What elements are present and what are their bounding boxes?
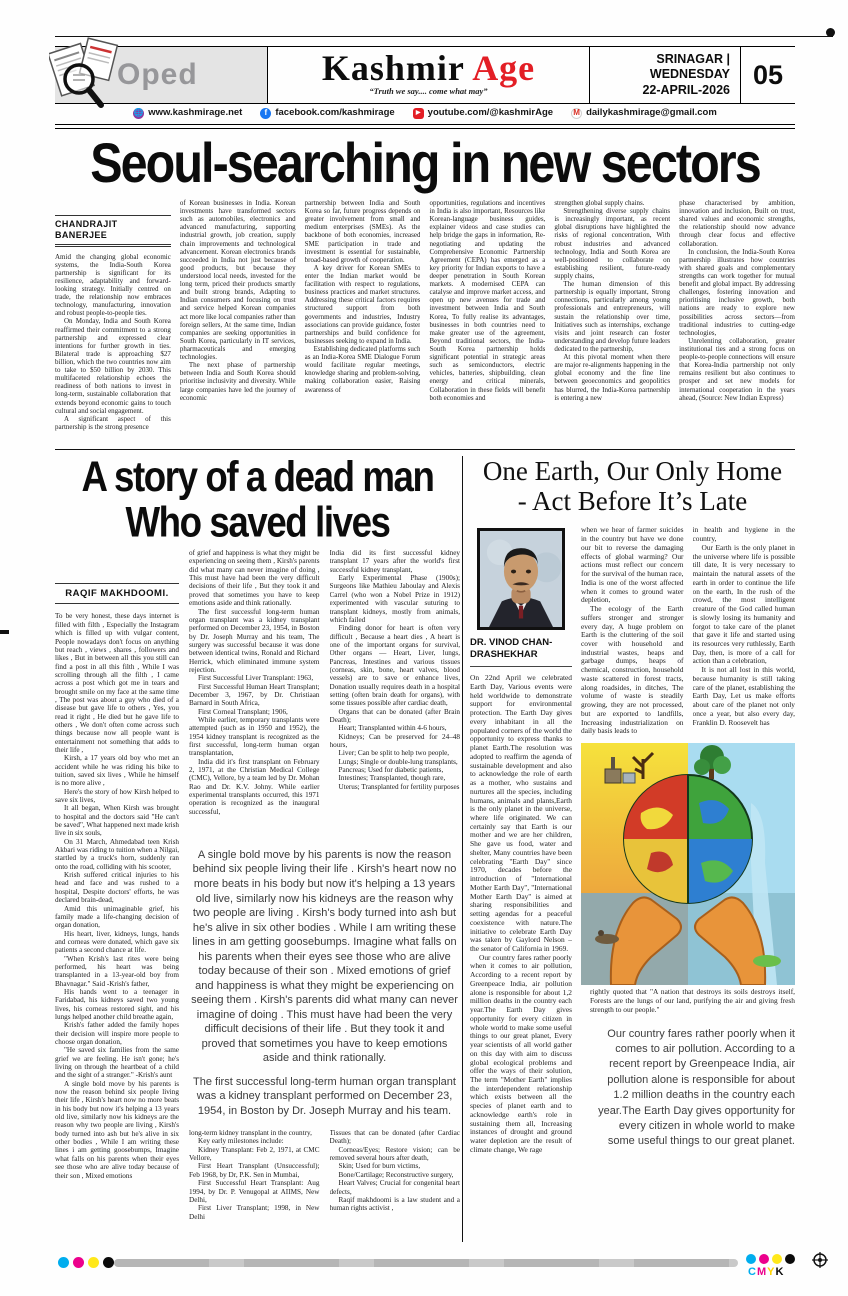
masthead-title-red: Age [472, 48, 536, 88]
section-divider [55, 449, 795, 450]
author-portrait-photo [477, 528, 565, 630]
masthead-title-black: Kashmir [321, 48, 465, 88]
earth-top-row [581, 526, 795, 740]
photo-caption: DR. VINOD CHAN-DRASHEKHAR [470, 635, 572, 667]
yellow-dot [772, 1254, 782, 1264]
page-number: 05 [740, 47, 795, 103]
earth-column-3-top: in health and hygiene in the country, Our Earth is the only planet in the universe where life is possible till date, It is very necessary to maintain the natural assets of the earth in order to continue the life on the earth, In the rush of the crowd, the most intelligent creature of the God called human is slowly losing its humanity and forgot to take care of the planet that gave it life and started using its resources very ruthlessly, Earth Day, then, is more of a call for action than a celebration, It is not all lost in this world, because humanity is still taking care of the planet, establishing the Earth Day, Let us make efforts about care of the planet not only once a year, but also every day, Franklin D. Roosevelt has [692, 526, 795, 727]
header-divider [55, 124, 795, 129]
earth-pull-quote: Our country fares rather poorly when it comes to air pollution. According to a recent report by Greenpeace India, air pollution alone is responsible for about 1.2 million deaths in the country each year.The Earth Day gives opportunity for every citizen in whole world to make some useful things to our great planet. [598, 1027, 795, 1148]
earth-body [470, 526, 795, 1254]
masthead-tagline: “Truth we say.... come what may” [369, 86, 488, 96]
contact-email [571, 108, 717, 119]
earth-headline [470, 456, 795, 516]
article-vertical-divider [462, 456, 463, 1242]
earth-column-1-text: On 22nd April we celebrated Earth Day, Various events were held worldwide to demonstrate support for environmental protection. The Earth Day gives every inhabitant in all the populated corners of the world the opportunity to express thanks to planet Earth.The resolution was adopted to reaffirm the agenda of sustainable development and also to acknowledge the role of earth as a mother, who sustains and nurtures all the species, including humans, animals and plants,Earth is the only planet in the universe, where life originated. We can certainly say that Earth is our mother and we are her children, She gave us food, water and shelter, Many countries have been celebrating "Earth Day" since 1970, decades before the introduction of "International Mother Earth Day", "International Mother Earth Day" is aimed at sharing responsibilities and setting agendas for a peaceful coexistence with nature.The initiative to celebrate Earth Day was taken by Gaylord Nelson – the senator of California in 1969. Our country fares rather poorly when it comes to air pollution, According to a recent report by Greenpeace India, air pollution alone is responsible for about 1,2 million deaths in the country each year.The Earth Day gives opportunity for every citizen in whole world to make some useful things to our great planet, Every year scientists of all world gather on this day with aim to discuss global ecological problems and offer the ways of their solution, The term "Mother Earth" implies the interdependent relationship which exists between all the species of planet earth and to acknowledge earth's role in sustaining them all, Increasing instances of drought and ground water depletion are the result of climate change, We rage [470, 674, 572, 1154]
newspaper-collage-logo [49, 35, 127, 113]
deadman-column-1-text: To be very honest, these days internet is filled with filth , Especially the Instagram which is filled up with vulgar content, People nowadays don't focus on anything but reach , views , shares , followers and likes , But in between all this you still can find a post in all this filth , While I was scrolling through all the filth , I came across a post which got me in tears and brought smile on my face at the same time , The post was about a guy who died of a disease but gave life to others , Yes, you read it right , He died but he gave life to others , We don't often come across such things because now all people want is entertainment not something that adds to their life , Kirsh, a 17 years old boy who met an accident while he was riding his bike to tuition, saved six lives , While he himself is no more alive , Here's the story of how Kirsh helped to save six lives, It all began, When Kirsh was brought to hospital and the doctors said "He can't be saved", What happened next made krish live in six souls, On 31 March, Ahmedabad teen Krish Akbari was riding to tuition when a Nilgai, startled by a truck's horn, suddenly ran onto the road, colliding with his scooter, Krish suffered critical injuries to his head and face and was rushed to a hospital, Despite doctors' efforts, he was declared brain-dead, Amid this unimaginable grief, his family made a life-changing decision of organ donation, His heart, liver, kidneys, lungs, hands and corneas were donated, which gave six patients a second chance at life. "When Krish's last rites were being performed, his heart was being transplanted in a 13-year-old boy from Bhavnagar." Said -Krish's father, His hands went to a teenager in Faridabad, his kidneys saved two young lives, his corneas restored sight, and his lungs helped another child breathe again, Krish's father added the family hopes their decision will inspire more people to choose organ donation, "He saved six families from the same grief we are feeling. He isn't gone; he's living on through the heartbeat of a child and the sight of a stranger." -Krish's aunt A single bold move by his parents is now the reason behind six people living their life , Kirsh's heart now no more beats in his body but now it's helping a 13 years old live, similarly now his kidneys are the reason why two people are living , Kirsh's body turned into ash but he's alive in six other bodies , While I am writing these lines i am getting goosebumps, Imagine what falls on his parents when their eyes see those who are alive today because of their son , Mixed emotions [55, 612, 179, 1180]
seoul-column-3: partnership between India and South Korea so far, future progress depends on greater involvement from small and medium enterprises (SMEs). As the backbone of both economies, increased SME participation in trade and investment is essential for sustainable, broad-based growth of cooperation. A key driver for Korean SMEs to enter the Indian market would be facilitation with respect to regulations, business practices and market structures. Addressing these critical factors requires structured support from both governments and industries, Industry associations can provide guidance, foster partnerships and build confidence for businesses seeking to expand in India. Establishing dedicated platforms such as an India-Korea SME Dialogue Forum would facilitate regular meetings, knowledge sharing and problem-solving, making collaboration easier, Raising awareness of [304, 199, 421, 394]
earth-headline-line1: One Earth, Our Only Home [482, 456, 783, 486]
cyan-dot [746, 1254, 756, 1264]
registration-mark-icon [812, 1252, 828, 1268]
contact-youtube-label: youtube.com/@kashmirAge [427, 107, 554, 119]
earth-bottom-row [581, 988, 795, 1254]
deadman-top-row [189, 549, 460, 837]
seoul-column-5: strengthen global supply chains. Strengthening diverse supply chains is increasingly important, as recent global disruptions have highlighted the risks of regional concentration, With robust industries and advanced technology, India and South Korea are well-positioned to collaborate on establishing resilient, future-ready supply chains, The human dimension of this partnership is equally important, Strong connections, particularly among young professionals and entrepreneurs, will sustain the relationship over time, Initiatives such as internships, exchange visits and joint research can foster understanding and develop future leaders dedicated to the partnership, At this pivotal moment when there are major re-alignments happening in the global economy and the fine line between geoeconomics and geopolitics has blurred, the India-Korea partnership is entering a new [554, 199, 671, 402]
cmyk-dots-right [746, 1254, 795, 1264]
article-seoul [55, 131, 795, 449]
top-rule [55, 36, 833, 37]
seoul-column-2: of Korean businesses in India. Korean investments have transformed sectors such as automobiles, electronics and advanced manufacturing, supporting industrial growth, job creation, supply chain improvements and technological advancement. Korean electronics brands succeeded in India not just because of good products, but because they understood local needs, invested for the long term, priced their products smartly and built strong brands, Adapting to Indian consumers and focusing on trust and service helped Korean companies act more like local companies rather than foreign sellers, At the same time, Indian companies are seeking opportunities in South Korea, particularly in IT services, pharmaceuticals and emerging technologies. The next phase of partnership between India and South Korea should prioritise inclusivity and diversity. While large companies have led the journey of economic [179, 199, 296, 402]
seoul-byline: CHANDRAJIT BANERJEE [55, 215, 171, 247]
contact-facebook [260, 108, 394, 119]
article-earth [470, 456, 795, 1254]
earth-hands-illustration [581, 743, 795, 985]
earth-main-pane [581, 526, 795, 1254]
contact-facebook-label: facebook.com/kashmirage [275, 107, 395, 119]
seoul-column-6: phase characterised by ambition, innovation and inclusion, Built on trust, shared values and economic strengths, the relationship should now advance through clear focus and effective collaboration. In conclusion, the India-South Korea partnership illustrates how countries with shared goals and complementary strengths can work together for mutual benefit and global impact. By addressing challenges, fostering innovation and prioritising inclusive growth, both nations are ready to explore new possibilities across sectors—from traditional industries to cutting-edge technologies, Unrelenting collaboration, greater institutional ties and a strong focus on people-to-people connections will ensure that Korea-India partnership not only remains resilient but also continues to prosper and set new models for international cooperation in the years ahead, (Source: New Indian Express) [679, 199, 795, 402]
masthead-title [268, 50, 589, 86]
contact-strip [55, 105, 795, 121]
black-dot [103, 1257, 114, 1268]
pull-quote-paragraph-2: The first successful long-term human organ transplant was a kidney transplant performed on December 23, 1954, in Boston by Dr. Joseph Murray and his team. [193, 1075, 456, 1117]
page-header [55, 46, 795, 104]
deadman-headline-line2: Who saved lives [125, 498, 390, 546]
section-label: Oped [117, 58, 198, 91]
earth-quote-end: rightly quoted that "A nation that destroys its soils destroys itself, Forests are the lungs of our land, purifying the air and giving fresh strength to our people." [590, 988, 795, 1014]
pull-quote-paragraph-1: A single bold move by his parents is now the reason behind six people living their life . Kirsh's heart now no more beats in his body but now it's helping a 13 years old live, similarly now his kidneys are the reason why two people are living . Kirsh's body turned into ash but he's alive in six other bodies . While I am writing these lines in am getting goosebumps. Imagine what falls on his parents when their eyes see those who are alive today because of their son . Mixed emotions of grief and happiness is what they might be experiencing on seeing them . Kirsh's parents did what many can never imagine of doing . This must have had been the very difficult decisions of their life . But they took it and proved that sometimes you have to keep emotions aside and think rationally. [191, 848, 458, 1065]
cyan-dot [58, 1257, 69, 1268]
contact-email-label: dailykashmirage@gmail.com [586, 107, 717, 119]
deadman-pull-quote [189, 837, 460, 1129]
deadman-main-pane [189, 549, 460, 1287]
black-dot [785, 1254, 795, 1264]
deadman-column-3-top: India did its first successful kidney transplant 17 years after the world's first successful kidney transplant, Early Experimental Phase (1900s); Surgeons like Mathieu Jaboulay and Alexis Carrel (who won a Nobel Prize in 1912) experimented with vascular suturing to transplant kidneys, mostly from animals, which failed Finding donor for heart is often very difficult , Because a heart dies , A heart is one of the important organs for survival, Other organs — Heart, Liver, lungs, Pancreas, Intestines and various tissues (corneas, skin, bone, heart valves, blood vessels) are to save or enhance lives, Donation usually requires death in a hospital setting (often brain death for organs), with some tissues possible after cardiac death, Organs that can be donated (after Brain Death); Heart; Transplanted within 4-6 hours, Kidneys; Can be preserved for 24–48 hours, Liver; Can be split to help two people, Lungs; Single or double-lung transplants, Pancreas; Used for diabetic patients, Intestines; Transplanted, though rare, Uterus; Transplanted for fertility purposes [329, 549, 460, 791]
seoul-column-4: opportunities, regulations and incentives in India is also important, Resources like Korean-language business guides, explainer videos and case studies can help bridge the gaps in information, Re-negotiating and updating the Comprehensive Economic Partnership Agreement (CEPA) has emerged as a key priority for Indian exports to have a deeper penetration in South Korean markets. A modernised CEPA can catalyse and improve market access, and open up new avenues for trade and investment between India and South Korea, To fully realise its advantages, businesses in both countries need to make greater use of the agreement, Beyond traditional sectors, the India-South Korea partnership holds significant potential in strategic areas such as semiconductors, electric vehicles, batteries, shipbuilding, clean energy and critical minerals, Collaboration in these fields will benefit both economies and [429, 199, 546, 402]
seoul-column-1-text: Amid the changing global economic systems, the India-South Korea partnership is significant for its resilience, adaptability and forward-looking strategy. Initially centred on trade, the relationship now embraces technology, manufacturing, innovation and robust people-to-people ties. On Monday, India and South Korea reaffirmed their commitment to a strong partnership and expressed clear intentions for further growth in ties. Bilateral trade is approaching $27 billion, which the two countries now aim to take to $50 billion by 2030. This multifaceted relationship echoes the readiness of both nations to invest in long-term, sustainable collaboration that extends beyond economic gains to touch cultural and social engagement. A significant aspect of this partnership is the strong presence [55, 252, 171, 431]
earth-column-2-top: when we hear of farmer suicides in the country but have we done our bit to reverse the damaging effects of global warming? Our actions must reflect our concern for the survival of the human race, India is one of the worst affected when it comes to ground water depletion, The ecology of the Earth suffers stronger and stronger every day, A huge problem on Earth is the cluttering of the soil cover with household and industrial wastes, heaps and garbage dumps, heaps of chemical, construction, household waste scattered in forest tracts, along roadsides, in ditches, The volume of waste is steadily growing, they are not processed, but are exported to landfills, Increasing industrialization on daily basis leads to [581, 526, 684, 736]
corner-ornament-icon [826, 28, 835, 37]
earth-column-3-bottom [590, 988, 795, 1254]
magenta-dot [73, 1257, 84, 1268]
earth-headline-line2: - Act Before It’s Late [517, 486, 748, 517]
magenta-dot [759, 1254, 769, 1264]
earth-column-1 [470, 526, 572, 1254]
contact-website-label: www.kashmirage.net [148, 107, 243, 119]
globe-icon: 🌐 [133, 108, 144, 117]
dateline-city-day: SRINAGAR | WEDNESDAY [649, 51, 730, 82]
deadman-body [55, 549, 460, 1287]
seoul-headline: Seoul-searching in new sectors [90, 131, 760, 195]
seoul-columns [55, 199, 795, 449]
deadman-column-1 [55, 549, 179, 1287]
deadman-byline: RAQIF MAKHDOOMI. [55, 583, 179, 604]
cmyk-label: CMYK [748, 1266, 785, 1278]
yellow-dot [88, 1257, 99, 1268]
deadman-column-3-bottom: Tissues that can be donated (after Cardiac Death); Corneas/Eyes; Restore vision; can be removed several hours after death, Skin; Used for burn victims, Bone/Cartilage; Reconstructive surgery, Heart Valves; Crucial for congenital heart defects, Raqif makhdoomi is a law student and a human rights activist , [329, 1129, 460, 1213]
deadman-headline-line1: A story of a dead man [81, 453, 434, 502]
print-calibration-bar [114, 1259, 738, 1267]
cmyk-dots-left [58, 1257, 114, 1268]
contact-youtube [413, 108, 553, 119]
seoul-column-1 [55, 199, 171, 449]
left-crop-mark [0, 630, 9, 634]
gmail-icon: M [571, 108, 582, 119]
youtube-icon: ▶ [413, 108, 424, 119]
facebook-icon: f [260, 108, 271, 119]
deadman-headline [67, 453, 448, 546]
deadman-column-2-top: of grief and happiness is what they might be experiencing on seeing them , Kirsh's parents did what many can never imagine of doing , This must have had been the very difficult decisions of their life , But they took it and proved that sometimes you have to keep emotions aside and think rationally. The first successful long-term human organ transplant was a kidney transplant performed on December 23, 1954, in Boston by Dr. Joseph Murray and his team, The surgery was successful because it was done between identical twins, Ronald and Richard Herrick, which eliminated immune system rejection. First Successful Liver Transplant: 1963, First Successful Human Heart Transplant; December 3, 1967, by Dr. Christiaan Barnard in South Africa, First Corneal Transplant; 1906, While earlier, temporary transplants were attempted (such as in 1950 and 1952), the 1954 kidney transplant is recognized as the first successful, long-term human organ transplantation, India did it's first transplant on February 2, 1971, at the Christian Medical College (CMC), Vellore, by a team led by Dr. Mohan Rao and Dr. K.V. Johny. While earlier experimental transplants occurred, this 1971 operation is recognized as the inaugural successful, [189, 549, 320, 816]
masthead [267, 47, 590, 103]
dateline-date: 22-APRIL-2026 [642, 82, 730, 97]
article-deadman [55, 453, 460, 1287]
deadman-column-2-bottom: long-term kidney transplant in the country, Key early milestones include: Kidney Transplant: Feb 2, 1971, at CMC Vellore, First Heart Transplant (Unsuccessful); Feb 1968, by Dr, P.K. Sen in Mumbai, First Successful Heart Transplant: Aug 1994, by Dr. P. Venugopal at AIIMS, New Delhi, First Liver Transplant; 1998, in New Delhi [189, 1129, 320, 1221]
contact-website [133, 108, 242, 119]
dateline [590, 47, 740, 103]
